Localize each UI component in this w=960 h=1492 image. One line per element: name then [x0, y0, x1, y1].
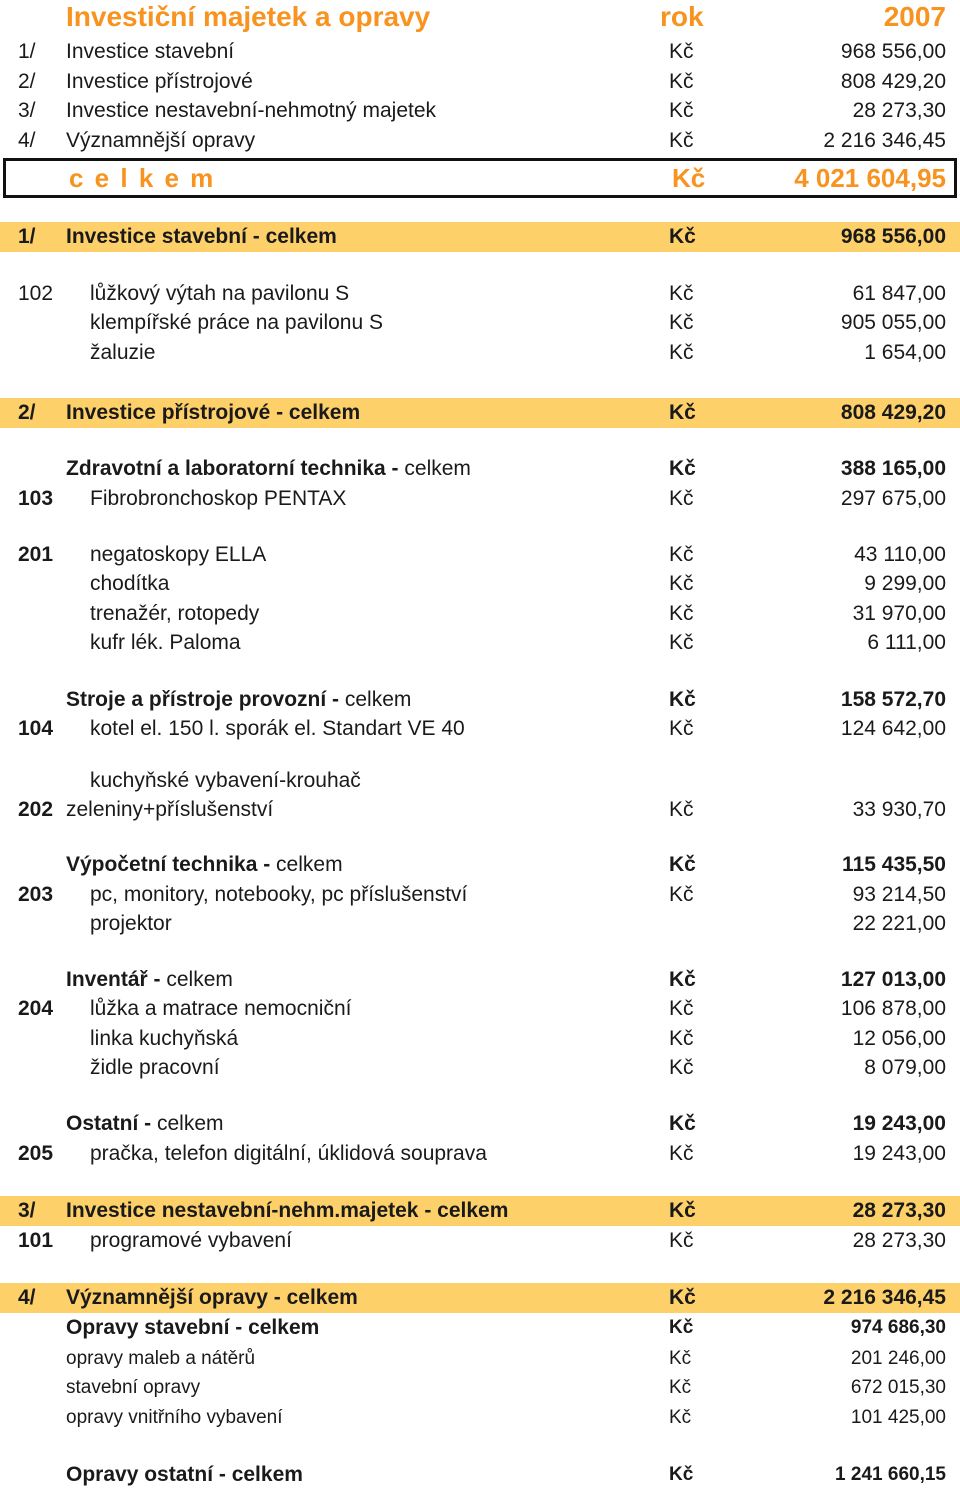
- summary-row: [0, 37, 960, 67]
- section-title: Investice nestavební-nehm.majetek - celkem: [66, 1199, 509, 1222]
- item-currency: Kč: [669, 631, 694, 654]
- item-currency: Kč: [669, 311, 694, 334]
- row-label: Investice nestavební-nehmotný majetek: [66, 99, 437, 122]
- item-code: 103: [18, 487, 54, 510]
- section-title: Investice stavební - celkem: [66, 225, 337, 248]
- section-band-4: [0, 1283, 960, 1313]
- subgroup-currency: Kč: [669, 853, 696, 876]
- item-amount: 905 055,00: [840, 311, 946, 334]
- subgroup-title: Opravy ostatní - celkem: [66, 1463, 303, 1486]
- subgroup-header: [0, 850, 960, 880]
- item-label: kotel el. 150 l. sporák el. Standart VE 40: [90, 717, 465, 740]
- page-title: Investiční majetek a opravy: [66, 1, 431, 32]
- item-row: [0, 1344, 960, 1374]
- section-number: 1/: [18, 225, 36, 248]
- item-label: trenažér, rotopedy: [90, 602, 260, 625]
- item-currency: Kč: [669, 1229, 694, 1252]
- item-label: lůžkový výtah na pavilonu S: [90, 282, 350, 305]
- subgroup-currency: Kč: [669, 688, 696, 711]
- section-currency: Kč: [669, 401, 696, 424]
- subgroup-amount: 388 165,00: [840, 457, 946, 480]
- row-label: Významnější opravy: [66, 129, 256, 152]
- subgroup-amount: 127 013,00: [840, 968, 946, 991]
- item-code: 203: [18, 883, 54, 906]
- item-code: 202: [18, 798, 54, 821]
- subgroup-amount: 19 243,00: [852, 1112, 946, 1135]
- section-number: 3/: [18, 1199, 36, 1222]
- item-label: klempířské práce na pavilonu S: [90, 311, 383, 334]
- item-amount: 101 425,00: [850, 1407, 946, 1428]
- section-amount: 808 429,20: [840, 401, 946, 424]
- subgroup-amount: 115 435,50: [842, 853, 946, 876]
- item-code: 204: [18, 997, 54, 1020]
- item-currency: Kč: [669, 1027, 694, 1050]
- item-code: 101: [18, 1229, 54, 1252]
- row-amount: 808 429,20: [840, 70, 946, 93]
- grand-total-label: c e l k e m: [69, 163, 216, 193]
- item-row: [0, 909, 960, 939]
- subgroup-title: Opravy stavební - celkem: [66, 1316, 320, 1339]
- grand-total-amount: 4 021 604,95: [794, 163, 946, 193]
- summary-row: [0, 96, 960, 126]
- item-amount: 31 970,00: [852, 602, 946, 625]
- item-row: [0, 1139, 960, 1169]
- grand-total-box: [3, 158, 957, 198]
- item-currency: Kč: [669, 997, 694, 1020]
- section-title: Investice přístrojové - celkem: [66, 401, 361, 424]
- subgroup-currency: Kč: [669, 1112, 696, 1135]
- item-currency: Kč: [669, 883, 694, 906]
- page-header: [0, 0, 960, 34]
- item-row: [0, 795, 960, 825]
- item-label: pračka, telefon digitální, úklidová souprava: [90, 1142, 487, 1165]
- item-row: [0, 599, 960, 629]
- item-currency: Kč: [669, 717, 694, 740]
- subgroup-header: [0, 454, 960, 484]
- subgroup-title: Inventář - celkem: [66, 968, 233, 991]
- subgroup-currency: Kč: [669, 1317, 694, 1338]
- item-currency: Kč: [669, 1056, 694, 1079]
- item-row: [0, 1403, 960, 1433]
- section-currency: Kč: [669, 1286, 696, 1309]
- section-band-1: [0, 222, 960, 252]
- item-label: opravy vnitřního vybavení: [66, 1407, 283, 1428]
- item-currency: Kč: [669, 1348, 692, 1369]
- row-currency: Kč: [669, 70, 694, 93]
- section-number: 2/: [18, 401, 36, 424]
- item-row: [0, 569, 960, 599]
- item-label: Fibrobronchoskop PENTAX: [90, 487, 347, 510]
- subgroup-currency: Kč: [669, 968, 696, 991]
- row-amount: 28 273,30: [852, 99, 946, 122]
- item-row: [0, 308, 960, 338]
- item-amount: 6 111,00: [867, 631, 946, 654]
- section-currency: Kč: [669, 225, 696, 248]
- item-currency: Kč: [669, 798, 694, 821]
- item-row-wrapped-line1: [0, 766, 960, 796]
- section-currency: Kč: [669, 1199, 696, 1222]
- item-row: [0, 1226, 960, 1256]
- summary-row: [0, 67, 960, 97]
- item-row: [0, 994, 960, 1024]
- section-band-2: [0, 398, 960, 428]
- item-label: linka kuchyňská: [90, 1027, 239, 1050]
- item-amount: 33 930,70: [852, 798, 946, 821]
- item-row: [0, 540, 960, 570]
- item-amount: 1 654,00: [864, 341, 946, 364]
- item-row: [0, 1024, 960, 1054]
- row-number: 2/: [18, 70, 36, 93]
- summary-row: [0, 126, 960, 156]
- section-band-3: [0, 1196, 960, 1226]
- item-label: stavební opravy: [66, 1377, 201, 1398]
- item-label: negatoskopy ELLA: [90, 543, 267, 566]
- subgroup-header: [0, 965, 960, 995]
- item-amount: 124 642,00: [840, 717, 946, 740]
- section-amount: 28 273,30: [852, 1199, 946, 1222]
- row-number: 1/: [18, 40, 36, 63]
- subgroup-amount: 158 572,70: [840, 688, 946, 711]
- item-row: [0, 628, 960, 658]
- row-amount: 2 216 346,45: [823, 129, 946, 152]
- item-row: [0, 714, 960, 744]
- section-amount: 968 556,00: [840, 225, 946, 248]
- subgroup-amount: 1 241 660,15: [835, 1464, 946, 1485]
- item-amount: 28 273,30: [852, 1229, 946, 1252]
- row-currency: Kč: [669, 99, 694, 122]
- subgroup-title: Zdravotní a laboratorní technika - celkem: [66, 457, 471, 480]
- item-row: [0, 880, 960, 910]
- item-currency: Kč: [669, 543, 694, 566]
- subgroup-amount: 974 686,30: [850, 1317, 946, 1338]
- year-value: 2007: [883, 1, 946, 32]
- item-currency: Kč: [669, 282, 694, 305]
- row-label: Investice přístrojové: [66, 70, 253, 93]
- item-amount: 106 878,00: [840, 997, 946, 1020]
- subgroup-header: [0, 1109, 960, 1139]
- item-currency: Kč: [669, 572, 694, 595]
- row-currency: Kč: [669, 129, 694, 152]
- subgroup-header: [0, 1460, 960, 1490]
- year-column-label: rok: [660, 1, 704, 32]
- item-label: zeleniny+příslušenství: [66, 798, 274, 821]
- item-amount: 93 214,50: [852, 883, 946, 906]
- item-amount: 43 110,00: [854, 543, 946, 566]
- item-label: projektor: [90, 912, 172, 935]
- item-currency: Kč: [669, 602, 694, 625]
- row-currency: Kč: [669, 40, 694, 63]
- item-code: 205: [18, 1142, 54, 1165]
- item-label: opravy maleb a nátěrů: [66, 1348, 256, 1369]
- item-currency: Kč: [669, 487, 694, 510]
- item-code: 102: [18, 282, 54, 305]
- item-label: židle pracovní: [90, 1056, 220, 1079]
- item-row: [0, 484, 960, 514]
- item-code: 201: [18, 543, 54, 566]
- item-amount: 22 221,00: [852, 912, 946, 935]
- item-label: programové vybavení: [90, 1229, 292, 1252]
- subgroup-title: Ostatní - celkem: [66, 1112, 224, 1135]
- item-amount: 19 243,00: [852, 1142, 946, 1165]
- item-amount: 12 056,00: [852, 1027, 946, 1050]
- subgroup-title: Výpočetní technika - celkem: [66, 853, 343, 876]
- subgroup-title: Stroje a přístroje provozní - celkem: [66, 688, 412, 711]
- item-label: chodítka: [90, 572, 170, 595]
- item-amount: 61 847,00: [852, 282, 946, 305]
- item-amount: 672 015,30: [850, 1377, 946, 1398]
- subgroup-currency: Kč: [669, 457, 696, 480]
- item-amount: 8 079,00: [864, 1056, 946, 1079]
- item-row: [0, 338, 960, 368]
- subgroup-currency: Kč: [669, 1464, 694, 1485]
- item-label: lůžka a matrace nemocniční: [90, 997, 352, 1020]
- section-amount: 2 216 346,45: [823, 1286, 946, 1309]
- subgroup-header: [0, 1313, 960, 1343]
- row-number: 4/: [18, 129, 36, 152]
- item-label: pc, monitory, notebooky, pc příslušenství: [90, 883, 468, 906]
- subgroup-header: [0, 685, 960, 715]
- item-code: 104: [18, 717, 54, 740]
- item-currency: Kč: [669, 1407, 692, 1428]
- row-amount: 968 556,00: [840, 40, 946, 63]
- section-number: 4/: [18, 1286, 36, 1309]
- item-currency: Kč: [669, 1142, 694, 1165]
- section-title: Významnější opravy - celkem: [66, 1286, 358, 1309]
- item-currency: Kč: [669, 341, 694, 364]
- grand-total-currency: Kč: [672, 163, 706, 193]
- row-label: Investice stavební: [66, 40, 235, 63]
- item-label: žaluzie: [90, 341, 156, 364]
- item-currency: Kč: [669, 1377, 692, 1398]
- item-row: [0, 1053, 960, 1083]
- item-row: [0, 279, 960, 309]
- row-number: 3/: [18, 99, 36, 122]
- item-label: kufr lék. Paloma: [90, 631, 241, 654]
- item-row: [0, 1373, 960, 1403]
- item-label: kuchyňské vybavení-krouhač: [90, 769, 361, 792]
- item-amount: 201 246,00: [850, 1348, 946, 1369]
- item-amount: 297 675,00: [840, 487, 946, 510]
- item-amount: 9 299,00: [864, 572, 946, 595]
